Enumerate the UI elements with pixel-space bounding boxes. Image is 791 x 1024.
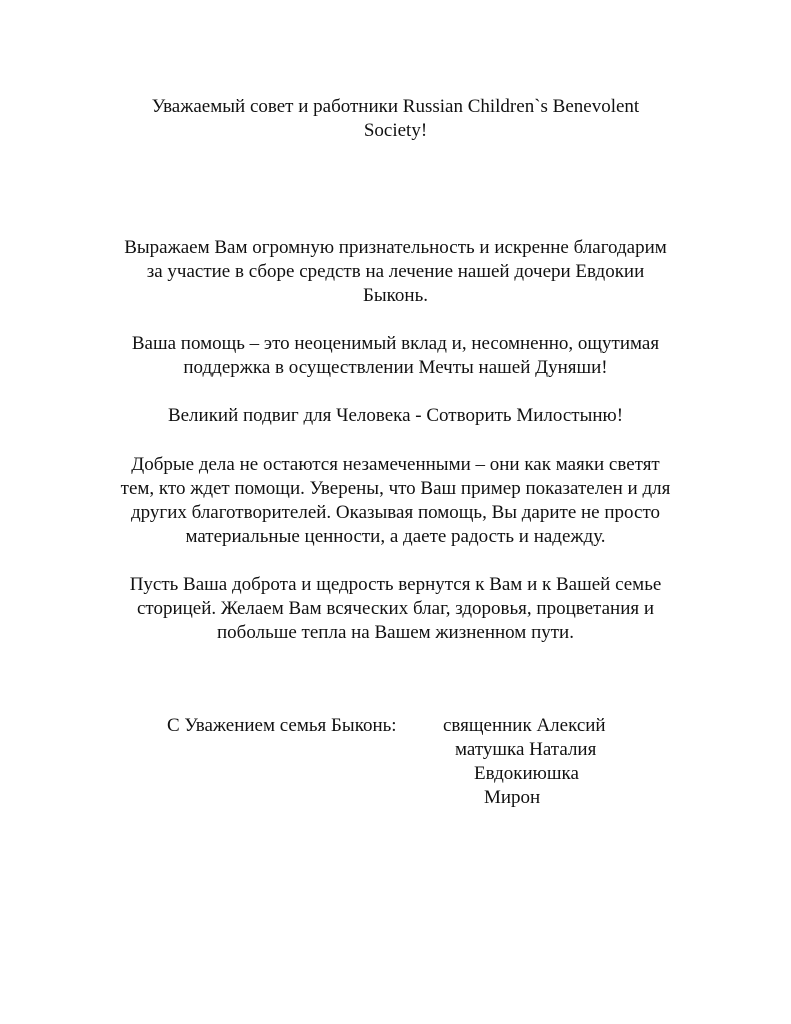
paragraph-4-line-2: тем, кто ждет помощи. Уверены, что Ваш пример показателен и для [120,478,671,499]
paragraph-5-line-3: побольше тепла на Вашем жизненном пути. [217,622,574,643]
paragraph-3-line-1: Великий подвиг для Человека - Сотворить Милостыню! [167,405,624,426]
paragraph-5-line-1: Пусть Ваша доброта и щедрость вернутся к Вам и к Вашей семье [129,574,662,595]
paragraph-4-line-3: других благотворителей. Оказывая помощь, Вы дарите не просто [131,502,660,523]
signer-2: матушка Наталия [455,739,597,760]
signer-4: Мирон [484,787,541,808]
paragraph-2-line-2: поддержка в осуществлении Мечты нашей Дуняши! [183,357,608,378]
signer-1: священник Алексий [443,715,606,736]
signer-3: Евдокиюшка [474,763,579,784]
closing-text: С Уважением семья Быконь: [167,715,397,736]
salutation-line-2: Society! [363,120,428,141]
paragraph-2-line-1: Ваша помощь – это неоценимый вклад и, несомненно, ощутимая [131,333,660,354]
paragraph-1-line-3: Быконь. [362,285,429,306]
paragraph-5-line-2: сторицей. Желаем Вам всяческих благ, здоровья, процветания и [136,598,655,619]
paragraph-4-line-4: материальные ценности, а даете радость и надежду. [185,526,606,547]
paragraph-1-line-2: за участие в сборе средств на лечение нашей дочери Евдокии [146,261,645,282]
paragraph-1-line-1: Выражаем Вам огромную признательность и искренне благодарим [124,237,667,258]
paragraph-4-line-1: Добрые дела не остаются незамеченными – они как маяки светят [131,454,660,475]
salutation-line-1: Уважаемый совет и работники Russian Children`s Benevolent [151,96,640,117]
